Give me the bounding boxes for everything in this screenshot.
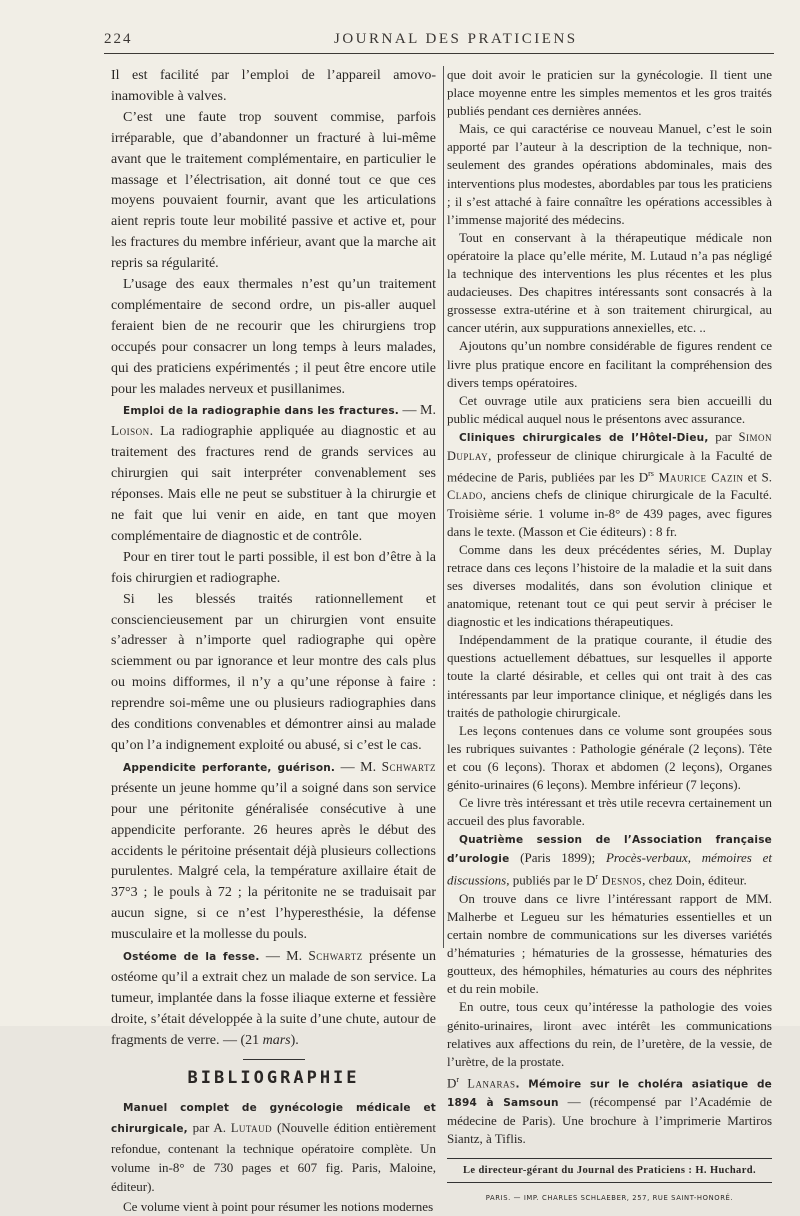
article-appendicite (111, 757, 436, 946)
superscript: r (456, 1074, 460, 1084)
right-column (447, 66, 772, 1207)
closing: ). (290, 1032, 299, 1048)
paragraph: Si les blessés traités rationnellement et consciencieusement par un chirurgien vont ensuite s’adresser à n’importe quel radiographe qui opère sciemment ou par ignorance et leur montre des cals plus ou moins difformes, il n’y a qu’une réponse à faire : reprendre soi-même une ou plusieurs radiographies dans des conditions convenables et démontrer ainsi au malade qu’on l’a indignement exploité ou abusé, si c’est le cas. (111, 591, 436, 753)
paragraph: L’usage des eaux thermales n’est qu’un traitement complémentaire de second ordre, un pis-aller auquel feraient bien de ne recourir que les chirurgiens trop occupés pour consacrer un long temps à leurs malades, qui des praticiens expérimentés ; il peut être encore utile pour les malades nerveux et pusillanimes. (111, 277, 436, 397)
rubric-title: Appendicite perforante, guérison. (123, 761, 336, 774)
by-text: par (708, 428, 739, 444)
editor-signature: Le directeur-gérant du Journal des Praticiens : H. Huchard. (462, 1164, 757, 1176)
dr-prefix: D (447, 1075, 457, 1091)
review-manuel (111, 1097, 436, 1197)
article-text: (Nouvelle édition entièrement refondue, contenant la technique opératoire complète. Un volume in-8° de 730 pages et 607 fig. Paris, Maloine, éditeur). (111, 1119, 436, 1195)
rubric-title: Ostéome de la fesse. (123, 951, 260, 964)
review-cholera (447, 1071, 772, 1149)
author-name: Maurice Cazin (653, 470, 744, 485)
article-text: , anciens chefs de clinique chirurgicale de la Faculté. Troisième série. 1 volume in-8° de 439 pages, avec figures dans le texte. (Masson et Cie éditeurs) : 8 fr. (447, 487, 772, 539)
by-text: par A. (187, 1119, 231, 1135)
paragraph: Cet ouvrage utile aux praticiens sera bien accueilli du public médical auquel nous le présentons avec assurance. (447, 392, 772, 426)
superscript: rs (648, 469, 654, 479)
paragraph: Pour en tirer tout le parti possible, il est bon d’être à la fois chirurgien et radiographe. (111, 549, 436, 586)
superscript: r (595, 872, 599, 882)
rubric-title: Manuel complet de gynécologie médicale et chirurgicale, (111, 1101, 436, 1135)
author-name: Schwartz (381, 758, 436, 774)
paragraph: Ce volume vient à point pour résumer les notions modernes (123, 1198, 434, 1214)
paragraph: Comme dans les deux précédentes séries, M. Duplay retrace dans ces leçons l’histoire de la maladie et la suit dans ses diverses modalités, dans son évolution clinique et anatomique, retenant tout ce qui peut servir à préciser le diagnostic et les indications thérapeutiques. (447, 541, 772, 630)
header-rule (104, 53, 774, 54)
paragraph: Tout en conservant à la thérapeutique médicale non opératoire la place qu’elle mérite, M. Lutaud n’a pas négligé la technique des interventions les plus récentes et les plus audacieuses. Des chapitres intéressants sont consacrés à la grossesse extra-utérine et à son traitement chirurgical, au cancer utérin, aux suppurations annexielles, etc. .. (447, 229, 772, 336)
and-text: et S. (743, 469, 772, 485)
journal-title: JOURNAL DES PRATICIENS (334, 31, 578, 47)
article-osteome (111, 946, 436, 1052)
footer-rule (447, 1158, 772, 1159)
article-text: (Paris 1899); (509, 850, 606, 866)
paragraph: Ce livre très intéressant et très utile recevra certainement un accueil des plus favorable. (447, 795, 772, 829)
author-name: Simon Duplay (447, 429, 772, 463)
page-header (104, 31, 774, 51)
rubric-title: Emploi de la radiographie dans les fractures. (123, 404, 399, 417)
section-heading: BIBLIOGRAPHIE (187, 1067, 360, 1088)
author-name: Schwartz (308, 948, 363, 964)
paragraph: Indépendamment de la pratique courante, il étudie des questions actuellement débattues, sur lesquelles il apporte toute la clarté désirable, et celles qui ont trait à des cas intéressants par leur importance clinique, et négligés dans les traités de pathologie chirurgicale. (447, 632, 772, 720)
article-text: . La radiographie appliquée au diagnostic et au traitement des fractures rend de grands services au chirurgien qui sait interpréter convenablement ses réponses. Mais elle ne peut se substituer à la chirurgie et ne fait que lui venir en aide, en tant que moyen complémentaire de diagnostic et de contrôle. (111, 424, 436, 544)
section-rule (243, 1059, 305, 1060)
author-name: Desnos (598, 873, 643, 888)
article-text: présente un ostéome qu’il a extrait chez un malade de son service. La tumeur, implantée dans la fosse iliaque externe et fessière droite, s’était développée à la suite d’une chute, autour de fragments de verre. — (21 (111, 949, 436, 1048)
left-column (111, 66, 436, 1216)
article-text: présente un jeune homme qu’il a soigné dans son service pour une péritonite généralisée consécutive à une appendicite perforante. 26 heures après le début des accidents le péritoine présentait déjà plusieurs collections purulentes. Malgré cela, la température axillaire était de 37°3 ; le pouls à 72 ; la péritonite ne se traduisait par aucun signe, si ce n’est l’hyperesthésie, la défense musculaire et la mollesse du pouls. (111, 780, 436, 943)
article-text: , professeur de clinique chirurgicale à la Faculté de médecine de Paris, publiées par les D (447, 447, 772, 485)
article-text: , chez Doin, éditeur. (642, 872, 747, 888)
article-text: publiés par le D (509, 872, 596, 888)
review-cliniques (447, 428, 772, 541)
paragraph: Mais, ce qui caractérise ce nouveau Manuel, c’est le soin apporté par l’auteur à la description de la technique, non-seulement des grandes opérations abdominales, mais des interventions plus modestes, abordables par tous les praticiens ; il s’est attaché à faire connaître les opérations accessibles à l’immense majorité des médecins. (447, 121, 772, 227)
author-name: Loison (111, 423, 150, 439)
paragraph: Ajoutons qu’un nombre considérable de figures rendent ce livre plus pratique encore en facilitant la compréhension des divers temps opératoires. (447, 338, 772, 390)
rubric-title: . Mémoire sur le choléra asiatique de 1894 à Samsoun (447, 1078, 772, 1110)
dash: — M. (398, 402, 437, 418)
rubric-title: Cliniques chirurgicales de l’Hôtel-Dieu, (459, 431, 709, 444)
paragraph: C’est une faute trop souvent commise, parfois irréparable, que d’abandonner un fracturé à lui-même avant que le traitement complémentaire, en particulier le massage et l’électrisation, ait donné tout ce que ces moyens pouvaient fournir, avant que les articulations aient repris toute leur mobilité passive et active et, pour les fractures du membre inférieur, avant que la marche ait repris sa régularité. (111, 109, 436, 272)
author-name: Clado (447, 488, 483, 503)
page-number: 224 (104, 31, 133, 47)
rubric-title: Quatrième session de l’Association française d’urologie (447, 834, 772, 866)
footer-rule (447, 1182, 772, 1183)
printer-imprint: PARIS. — IMP. CHARLES SCHLAEBER, 257, RUE SAINT-HONORÉ. (485, 1193, 734, 1202)
paragraph: En outre, tous ceux qu’intéresse la pathologie des voies génito-urinaires, liront avec intérêt les communications relatives aux affections du rein, de l’uretère, de la vessie, de l’urètre, de la prostate. (447, 999, 772, 1069)
italic-title: Procès-verbaux, mémoires et discussions, (447, 850, 772, 888)
date-text: mars (262, 1032, 291, 1048)
paragraph: On trouve dans ce livre l’intéressant rapport de MM. Malherbe et Legueu sur les hématuries essentielles et un certain nombre de communications sur les diverses variétés d’hématuries ; hématuries de la grossesse, hématuries des goutteux, des hémophiles, hématuries au cours des néphrites et du rein mobile. (447, 890, 772, 997)
author-name: Lutaud (230, 1120, 273, 1135)
dash: — M. (259, 949, 309, 965)
article-text: — (récompensé par l’Académie de médecine de Paris). Une brochure à l’imprimerie Martiros Siantz, à Tiflis. (447, 1094, 772, 1147)
review-urologie (447, 830, 772, 890)
article-radiographie (111, 401, 436, 548)
paragraph: Il est facilité par l’emploi de l’appareil amovo-inamovible à valves. (111, 68, 436, 104)
paragraph: que doit avoir le praticien sur la gynécologie. Il tient une place moyenne entre les simples mementos et les gros traités publiés pendant ces dernières années. (447, 67, 772, 119)
dash: — M. (335, 759, 382, 775)
column-divider (443, 66, 444, 948)
author-name: Lanaras (459, 1076, 516, 1091)
paragraph: Les leçons contenues dans ce volume sont groupées sous les rubriques suivantes : Pathologie générale (2 leçons). Tête et cou (6 leçons). Thorax et abdomen (2 leçons), Organes génito-urinaires (6 leçons). Membre inférieur (7 leçons). (447, 722, 772, 792)
